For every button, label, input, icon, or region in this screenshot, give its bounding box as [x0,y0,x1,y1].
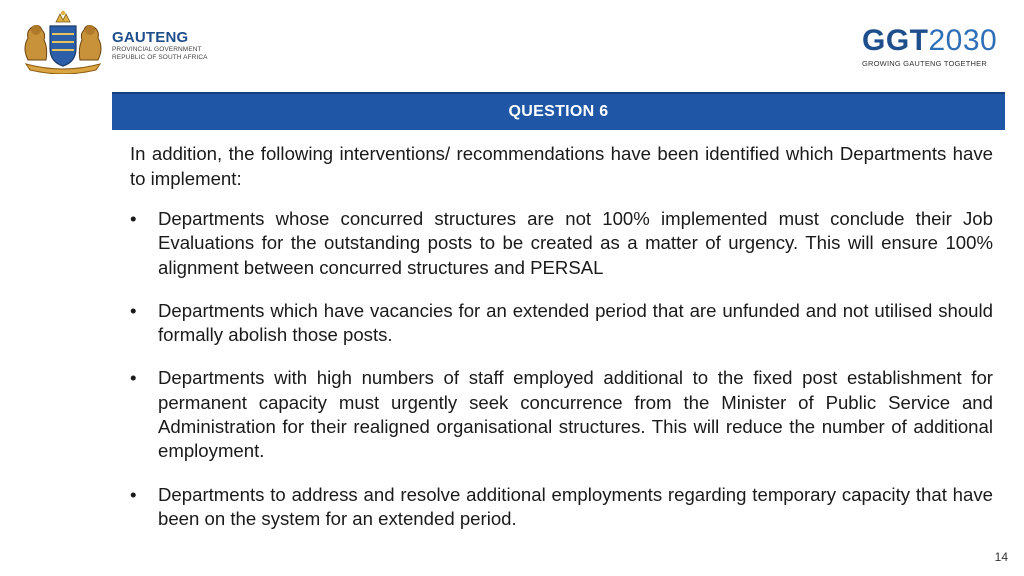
gauteng-subtitle-1: PROVINCIAL GOVERNMENT [112,46,202,53]
gauteng-subtitle-2: REPUBLIC OF SOUTH AFRICA [112,54,208,61]
slide-title: QUESTION 6 [508,103,609,120]
bullet-symbol: • [130,208,137,229]
bullet-text: Departments with high numbers of staff employed additional to the fixed post establishment for permanent capacity must urgently seek concurrence from the Minister of Public Service and Administration for their realigned organisational structures. This will reduce the number of additional employment. [158,367,993,462]
ggt-tagline: GROWING GAUTENG TOGETHER [862,59,987,68]
bullet-text: Departments whose concurred structures are not 100% implemented must conclude their Job Evaluations for the outstanding posts to be created as a matter of urgency. This will ensure 100% alignment between concurred structures and PERSAL [158,208,993,278]
gauteng-wordmark [112,30,208,62]
ggt-prefix: GGT [862,24,929,57]
coat-of-arms-icon [16,8,110,74]
bullet-symbol: • [130,299,137,321]
bullet-list [130,207,993,531]
bullet-item [130,366,993,463]
bullet-item [130,483,993,532]
title-bar [112,92,1005,130]
bullet-text: Departments to address and resolve additional employments regarding temporary capacity that have been on the system for an extended period. [158,483,993,529]
gauteng-logo [16,8,216,74]
bullet-text: Departments which have vacancies for an extended period that are unfunded and not utilised should formally abolish those posts. [158,299,993,346]
gauteng-title: GAUTENG [112,29,189,46]
bullet-symbol: • [130,367,137,389]
slide-content [130,141,993,550]
ggt-year: 2030 [928,24,998,57]
ggt-wordmark [862,26,1002,56]
bullet-symbol: • [130,483,137,505]
bullet-item [130,207,993,280]
page-number: 14 [994,550,1008,564]
ggt2030-logo [862,26,1002,70]
bullet-item [130,299,993,348]
intro-paragraph: In addition, the following interventions/ recommendations have been identified which Departments have to implement: [130,143,993,189]
